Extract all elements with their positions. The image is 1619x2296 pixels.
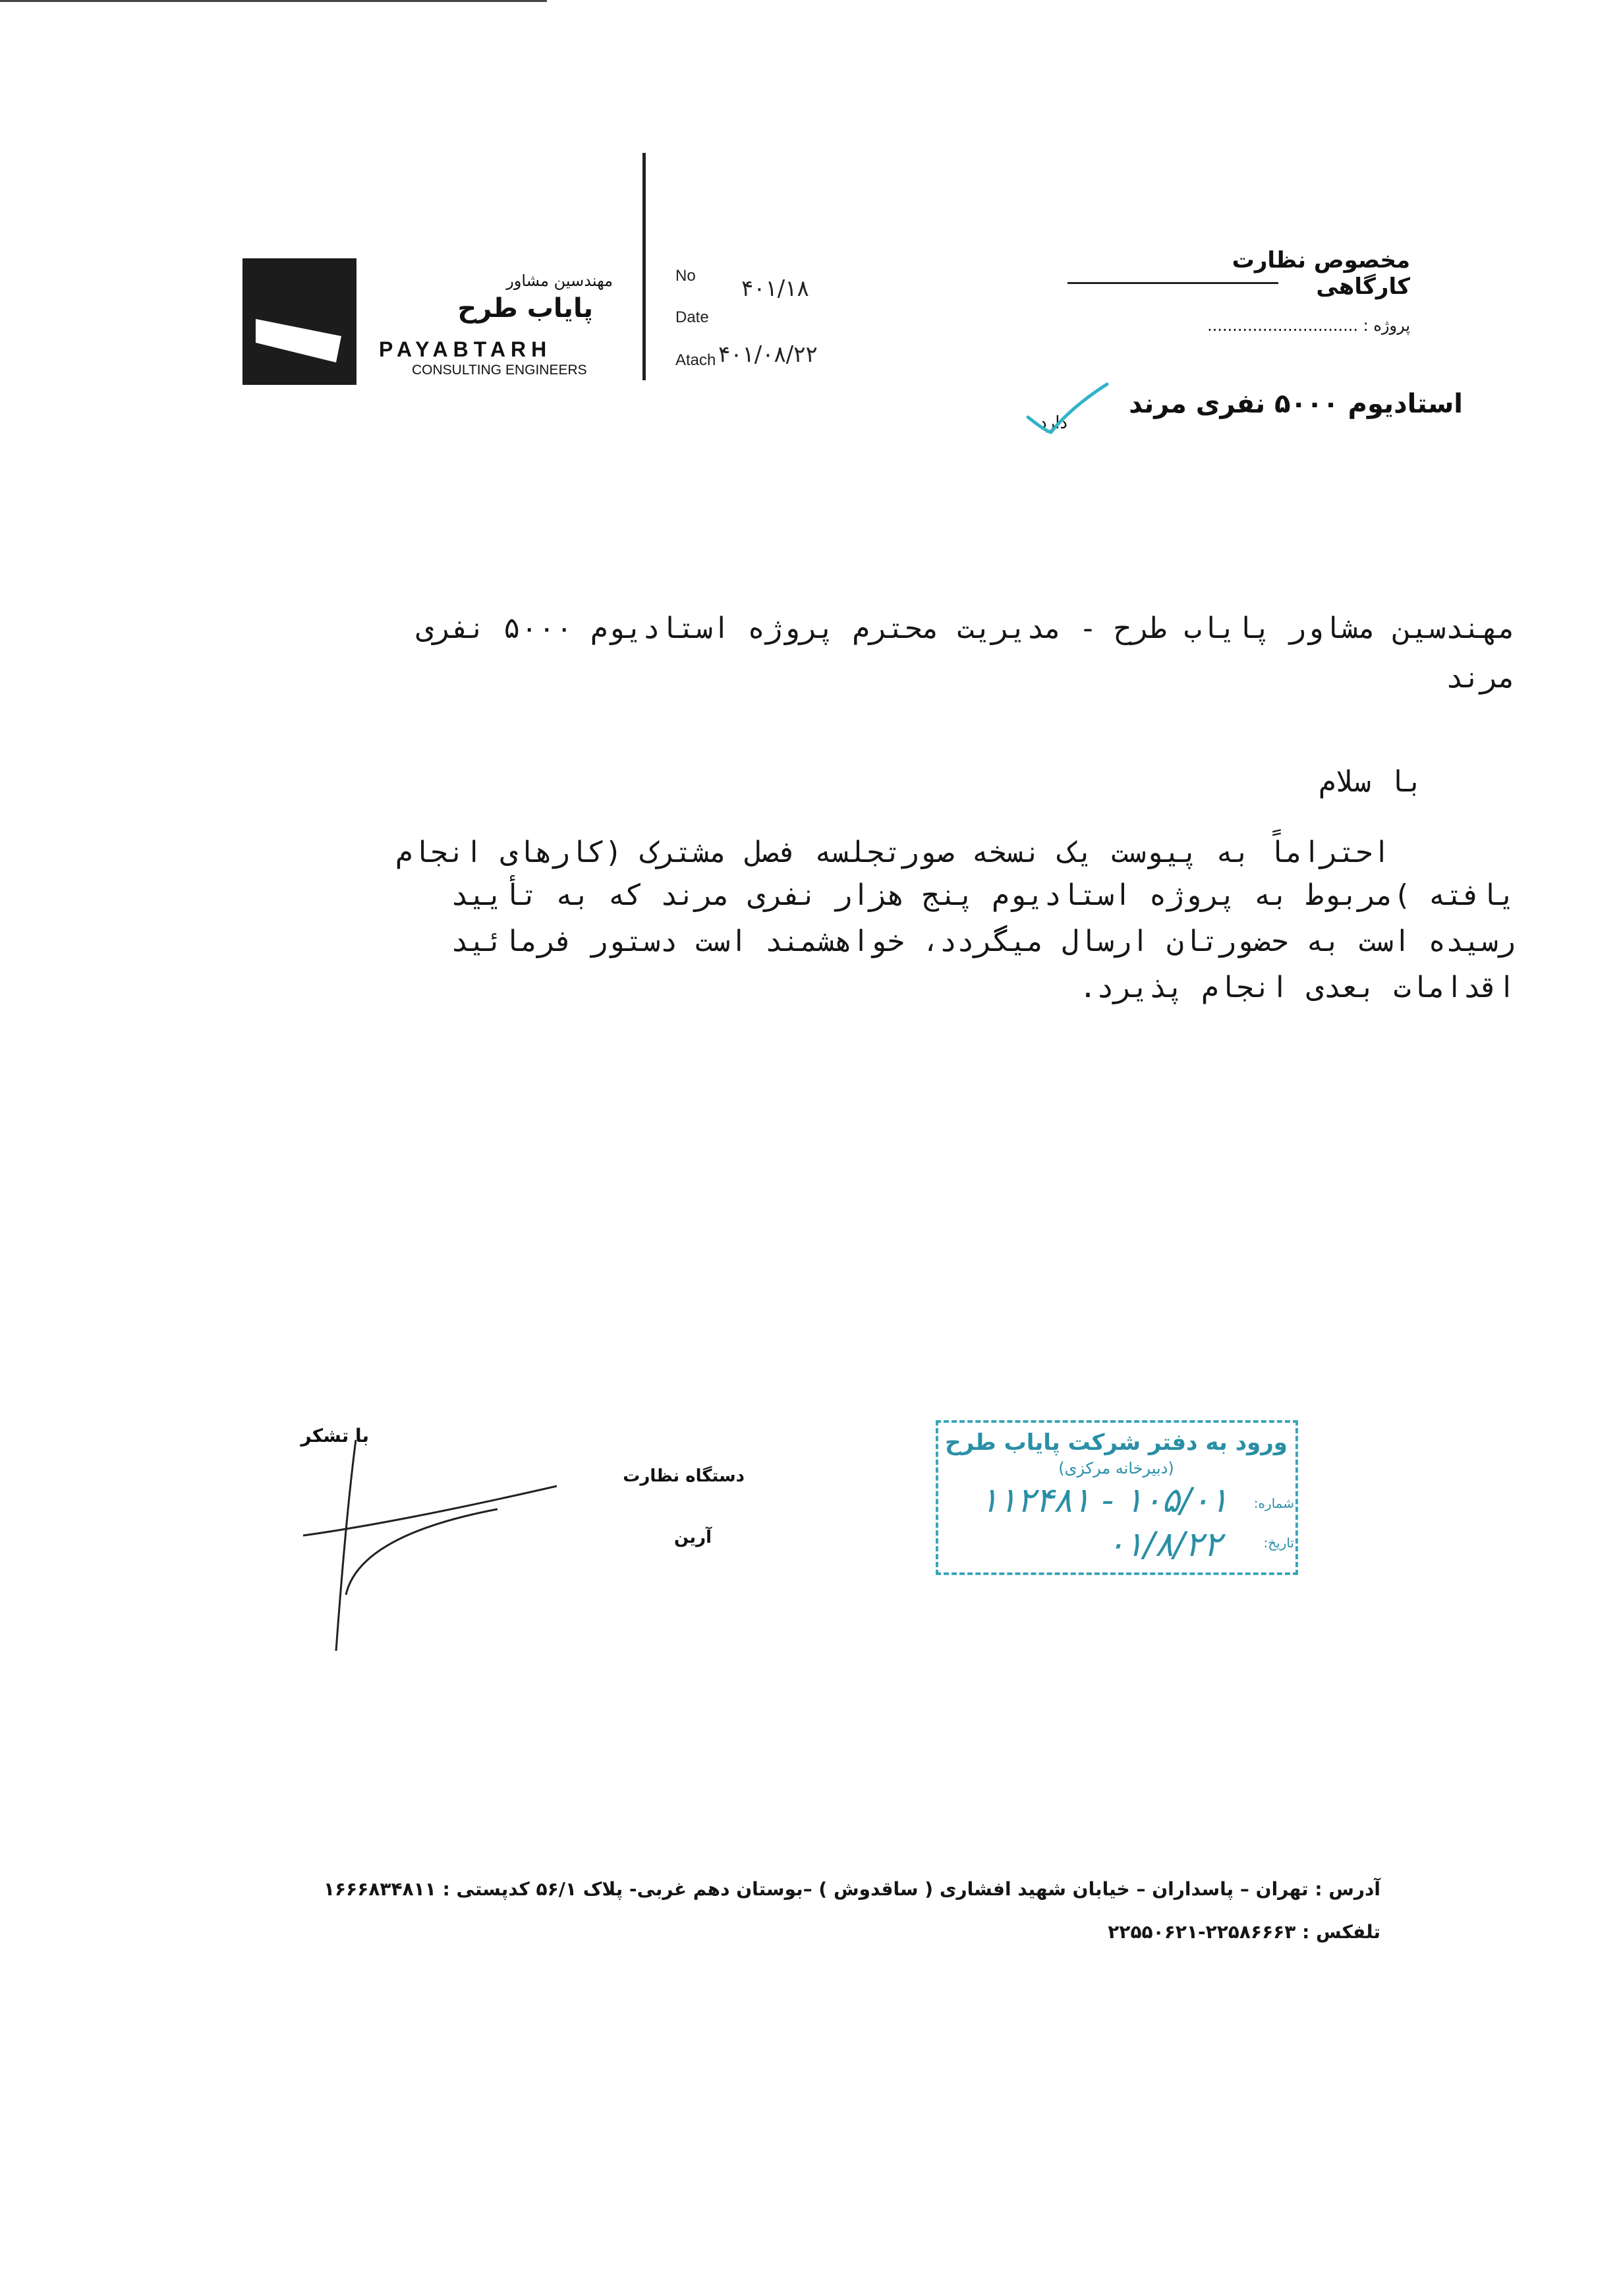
project-name: استادیوم ۵۰۰۰ نفری مرند — [1129, 389, 1463, 419]
logo-brand-en: PAYABTARH — [379, 337, 552, 361]
body-line-1: احتراماً به پیوست یک نسخه صورتجلسه فصل مشترک (کارهای انجام — [395, 836, 1390, 869]
stamp-number-label: شماره: — [1253, 1495, 1294, 1511]
signature-org: دستگاه نظارت — [623, 1466, 745, 1486]
date-value: ۴۰۱/۰۸/۲۲ — [718, 341, 818, 368]
no-label: No — [675, 267, 696, 285]
body-line-4: اقدامات بعدی انجام پذیرد. — [1079, 971, 1516, 1004]
handwritten-signature — [300, 1437, 563, 1654]
footer-address: آدرس : تهران – پاسداران – خیابان شهید افشاری ( ساقدوش ) –بوستان دهم غربی- پلاک ۵۶/۱ کدپستی : ۱۶۶۶۸۳۴۸۱۱ — [323, 1878, 1380, 1900]
body-line-2: یافته )مربوط به پروژه استادیوم پنج هزار نفری مرند که به تأیید — [451, 878, 1516, 912]
no-value: ۴۰۱/۱۸ — [741, 275, 809, 302]
registry-stamp — [936, 1420, 1298, 1575]
logo-shape — [242, 258, 356, 385]
logo-brand-small: مهندسین مشاور — [506, 272, 613, 290]
checkmark-icon — [1025, 381, 1110, 440]
payabtarh-logo-mark — [242, 258, 356, 385]
attachment-status: دارد — [1039, 413, 1067, 433]
logo-tagline: CONSULTING ENGINEERS — [412, 362, 587, 378]
recipient-line-1: مهندسین مشاور پایاب طرح - مدیریت محترم پروژه استادیوم ۵۰۰۰ نفری — [416, 612, 1516, 645]
stamp-subtitle: (دبیرخانه مرکزی) — [1058, 1459, 1174, 1478]
recipient-line-2: مرند — [1446, 661, 1516, 695]
closing-text: با تشکر — [300, 1425, 369, 1447]
stamp-date-label: تاریخ: — [1263, 1535, 1294, 1551]
date-label: Date — [675, 308, 709, 326]
project-label: پروژه : .............................. — [1207, 316, 1410, 335]
attach-label: Atach — [675, 351, 716, 369]
scan-edge-line — [0, 0, 547, 2]
salutation: با سلام — [1319, 765, 1423, 799]
signature-name: آرین — [673, 1528, 712, 1547]
body-line-3: رسیده است به حضورتان ارسال میگردد، خواهشمند است دستور فرمائید — [451, 925, 1516, 958]
form-title-underline — [1067, 282, 1278, 284]
header-divider — [642, 153, 646, 380]
form-title: مخصوص نظارت کارگاهی — [1232, 247, 1410, 300]
footer-phone: تلفکس : ۲۲۵۸۶۶۶۳-۲۲۵۵۰۶۲۱ — [1108, 1921, 1380, 1943]
stamp-date-value: ۰۱/۸/۲۲ — [1106, 1525, 1222, 1564]
logo-brand-fa: پایاب طرح — [457, 293, 593, 324]
stamp-title: ورود به دفتر شرکت پایاب طرح — [945, 1429, 1288, 1456]
stamp-number-value: ۱۰۵/۰۱ - ۱۱۲۴۸۱ — [980, 1481, 1228, 1520]
